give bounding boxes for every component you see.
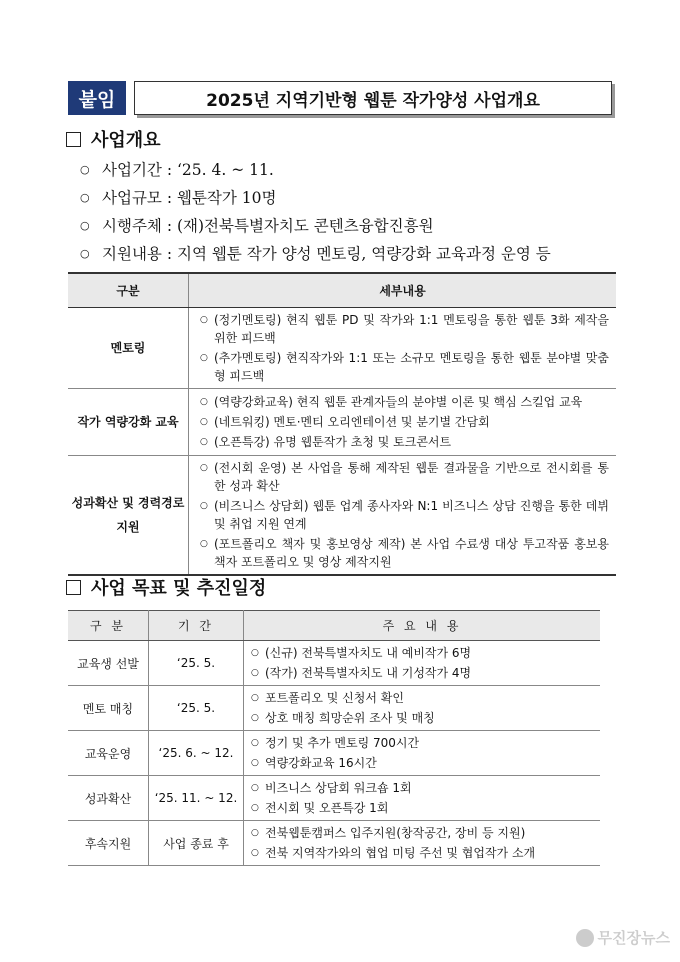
list-item: ○ 정기 및 추가 멘토링 700시간 xyxy=(245,734,599,752)
list-item: ○ (네트워킹) 멘토·멘티 오리엔테이션 및 분기별 간담회 xyxy=(190,413,615,431)
schedule-table xyxy=(68,610,600,866)
table-row xyxy=(68,821,600,866)
square-bullet-icon xyxy=(66,580,81,595)
news-logo-icon xyxy=(576,929,594,947)
title-bar xyxy=(68,81,612,115)
row-details xyxy=(189,456,617,576)
row-details xyxy=(244,641,601,686)
table-row xyxy=(68,731,600,776)
row-category: 작가 역량강화 교육 xyxy=(68,389,189,456)
circle-bullet-icon: ○ xyxy=(200,353,208,363)
circle-bullet-icon: ○ xyxy=(251,648,259,658)
table-row xyxy=(68,308,616,389)
overview-bullet: ○ 시행주체 : (재)전북특별자치도 콘텐츠융합진흥원 xyxy=(80,217,434,235)
list-item: ○ (작가) 전북특별자치도 내 기성작가 4명 xyxy=(245,664,599,682)
section-heading-overview: 사업개요 xyxy=(66,126,161,152)
attachment-tag: 붙임 xyxy=(68,81,126,115)
list-item: ○ 전북 지역작가와의 협업 미팅 주선 및 협업작가 소개 xyxy=(245,844,599,862)
circle-bullet-icon: ○ xyxy=(251,783,259,793)
row-period: ‘25. 6. ~ 12. xyxy=(149,731,244,776)
row-category: 멘토링 xyxy=(68,308,189,389)
row-period: ‘25. 5. xyxy=(149,641,244,686)
column-header: 기 간 xyxy=(149,611,244,641)
section-heading-goals: 사업 목표 및 추진일정 xyxy=(66,574,266,600)
row-details xyxy=(244,776,601,821)
circle-bullet-icon: ○ xyxy=(200,397,208,407)
circle-bullet-icon: ○ xyxy=(200,463,208,473)
table-row xyxy=(68,776,600,821)
circle-bullet-icon: ○ xyxy=(200,539,208,549)
list-item: ○ (역량강화교육) 현직 웹툰 관계자들의 분야별 이론 및 핵심 스킬업 교육 xyxy=(190,393,615,411)
list-item: ○ (오픈특강) 유명 웹툰작가 초청 및 토크콘서트 xyxy=(190,433,615,451)
row-period: ‘25. 11. ~ 12. xyxy=(149,776,244,821)
document-title: 2025년 지역기반형 웹툰 작가양성 사업개요 xyxy=(134,81,612,115)
list-item: ○ (신규) 전북특별자치도 내 예비작가 6명 xyxy=(245,644,599,662)
list-item: ○ 역량강화교육 16시간 xyxy=(245,754,599,772)
row-details xyxy=(244,686,601,731)
square-bullet-icon xyxy=(66,132,81,147)
column-header: 구 분 xyxy=(68,611,149,641)
row-category: 성과확산 xyxy=(68,776,149,821)
row-category: 성과확산 및 경력경로 지원 xyxy=(68,456,189,576)
list-item: ○ 상호 매칭 희망순위 조사 및 매칭 xyxy=(245,709,599,727)
circle-bullet-icon: ○ xyxy=(200,501,208,511)
list-item: ○ (전시회 운영) 본 사업을 통해 제작된 웹툰 결과물을 기반으로 전시회를 통한 성과 확산 xyxy=(190,459,615,495)
circle-bullet-icon: ○ xyxy=(80,247,90,260)
list-item: ○ 전시회 및 오픈특강 1회 xyxy=(245,799,599,817)
circle-bullet-icon: ○ xyxy=(251,713,259,723)
circle-bullet-icon: ○ xyxy=(251,738,259,748)
row-category: 후속지원 xyxy=(68,821,149,866)
circle-bullet-icon: ○ xyxy=(200,417,208,427)
circle-bullet-icon: ○ xyxy=(80,191,90,204)
column-header: 주 요 내 용 xyxy=(244,611,601,641)
watermark: 무진장뉴스 xyxy=(576,927,670,948)
row-details xyxy=(189,389,617,456)
list-item: ○ 전북웹툰캠퍼스 입주지원(창작공간, 장비 등 지원) xyxy=(245,824,599,842)
table-row xyxy=(68,456,616,576)
circle-bullet-icon: ○ xyxy=(251,848,259,858)
column-header: 세부내용 xyxy=(189,273,617,308)
list-item: ○ (비즈니스 상담회) 웹툰 업계 종사자와 N:1 비즈니스 상담 진행을 통한 데뷔 및 취업 지원 연계 xyxy=(190,497,615,533)
overview-bullet: ○ 지원내용 : 지역 웹툰 작가 양성 멘토링, 역량강화 교육과정 운영 등 xyxy=(80,245,551,263)
table-row xyxy=(68,389,616,456)
overview-bullet: ○ 사업규모 : 웹툰작가 10명 xyxy=(80,189,277,207)
row-details xyxy=(244,731,601,776)
circle-bullet-icon: ○ xyxy=(200,315,208,325)
list-item: ○ 비즈니스 상담회 워크숍 1회 xyxy=(245,779,599,797)
circle-bullet-icon: ○ xyxy=(251,828,259,838)
row-category: 교육생 선발 xyxy=(68,641,149,686)
column-header: 구분 xyxy=(68,273,189,308)
circle-bullet-icon: ○ xyxy=(80,163,90,176)
row-period: 사업 종료 후 xyxy=(149,821,244,866)
circle-bullet-icon: ○ xyxy=(251,668,259,678)
row-details xyxy=(244,821,601,866)
list-item: ○ 포트폴리오 및 신청서 확인 xyxy=(245,689,599,707)
row-category: 멘토 매칭 xyxy=(68,686,149,731)
circle-bullet-icon: ○ xyxy=(251,803,259,813)
table-row xyxy=(68,641,600,686)
circle-bullet-icon: ○ xyxy=(251,758,259,768)
table-header-row xyxy=(68,273,616,308)
row-details xyxy=(189,308,617,389)
circle-bullet-icon: ○ xyxy=(80,219,90,232)
row-period: ‘25. 5. xyxy=(149,686,244,731)
overview-bullet: ○ 사업기간 : ‘25. 4. ~ 11. xyxy=(80,161,274,179)
list-item: ○ (추가멘토링) 현직작가와 1:1 또는 소규모 멘토링을 통한 웹툰 분야별 맞춤형 피드백 xyxy=(190,349,615,385)
program-details-table xyxy=(68,272,616,576)
table-row xyxy=(68,686,600,731)
table-header-row xyxy=(68,611,600,641)
list-item: ○ (정기멘토링) 현직 웹툰 PD 및 작가와 1:1 멘토링을 통한 웹툰 3화 제작을 위한 피드백 xyxy=(190,311,615,347)
circle-bullet-icon: ○ xyxy=(200,437,208,447)
row-category: 교육운영 xyxy=(68,731,149,776)
circle-bullet-icon: ○ xyxy=(251,693,259,703)
list-item: ○ (포트폴리오 책자 및 홍보영상 제작) 본 사업 수료생 대상 투고작품 홍보용 책자 포트폴리오 및 영상 제작지원 xyxy=(190,535,615,571)
